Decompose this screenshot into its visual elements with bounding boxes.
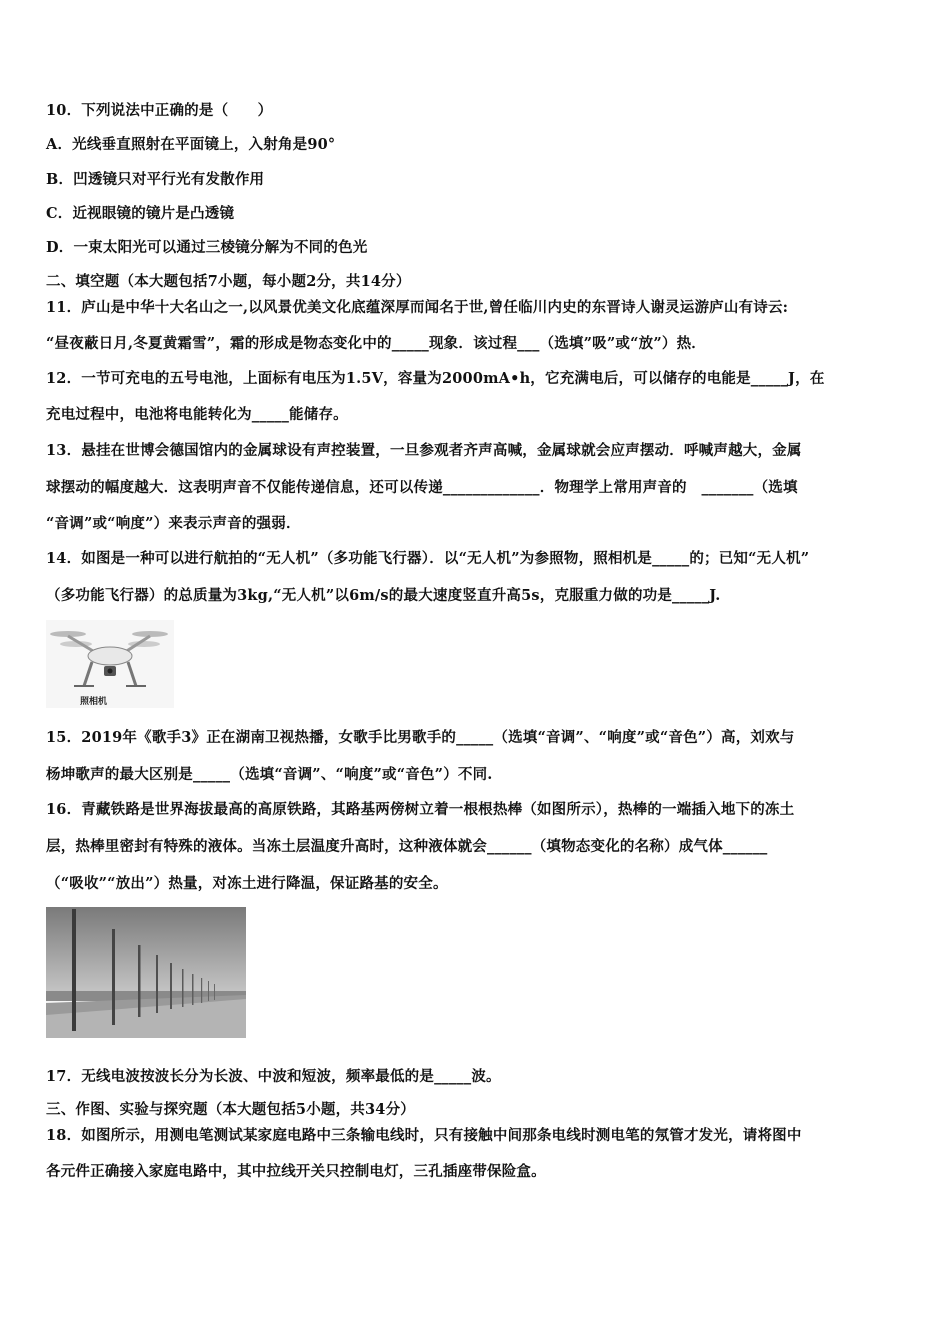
question-10-option-a: A．光线垂直照射在平面镜上，入射角是90°: [46, 136, 336, 153]
question-10-stem: 10．下列说法中正确的是（ ）: [46, 102, 273, 119]
question-16-line-1: 16．青藏铁路是世界海拔最高的高原铁路，其路基两傍树立着一根根热棒（如图所示），热棒的一端插入地下的冻土: [46, 801, 795, 818]
drone-image: [46, 620, 174, 708]
question-13-line-3: “音调”或“响度”）来表示声音的强弱．: [46, 515, 301, 532]
question-16-line-2: 层，热棒里密封有特殊的液体。当冻土层温度升高时，这种液体就会______（填物态变化的名称）成气体______: [46, 838, 768, 855]
question-16-line-3: （“吸收”“放出”）热量，对冻土进行降温，保证路基的安全。: [46, 875, 448, 892]
question-10-option-d: D．一束太阳光可以通过三棱镜分解为不同的色光: [46, 239, 368, 256]
question-18-line-2: 各元件正确接入家庭电路中，其中拉线开关只控制电灯，三孔插座带保险盒。: [46, 1163, 546, 1180]
drone-image-caption: 照相机: [80, 697, 108, 707]
question-13-line-1: 13．悬挂在世博会德国馆内的金属球设有声控装置，一旦参观者齐声高喊，金属球就会应声摆动．呼喊声越大，金属: [46, 442, 802, 459]
drone-illustration: [46, 620, 174, 708]
question-14-line-2: （多功能飞行器）的总质量为3kg,“无人机”以6m/s的最大速度竖直升高5s，克服重力做的功是_____J.: [46, 587, 721, 604]
railway-heat-pipe-image: [46, 907, 246, 1038]
question-11-line-2: “昼夜蔽日月,冬夏黄霜雪”，霜的形成是物态变化中的_____现象．该过程___（选填”吸”或“放”）热．: [46, 335, 706, 352]
question-11-line-1: 11．庐山是中华十大名山之一,以风景优美文化底蕴深厚而闻名于世,曾任临川内史的东晋诗人谢灵运游庐山有诗云:: [46, 299, 789, 316]
section-2-heading: 二、填空题（本大题包括7小题，每小题2分，共14分）: [46, 273, 411, 290]
question-17: 17．无线电波按波长分为长波、中波和短波，频率最低的是_____波。: [46, 1068, 501, 1085]
question-14-line-1: 14．如图是一种可以进行航拍的“无人机”（多功能飞行器）．以“无人机”为参照物，照相机是_____的；已知“无人机”: [46, 550, 810, 567]
question-15-line-2: 杨坤歌声的最大区别是_____（选填“音调”、“响度”或“音色”）不同.: [46, 766, 493, 783]
section-3-heading: 三、作图、实验与探究题（本大题包括5小题，共34分）: [46, 1101, 415, 1118]
question-13-line-2: 球摆动的幅度越大．这表明声音不仅能传递信息，还可以传递_____________．物理学上常用声音的 _______（选填: [46, 479, 798, 496]
question-12-line-2: 充电过程中，电池将电能转化为_____能储存。: [46, 406, 348, 423]
question-10-option-b: B．凹透镜只对平行光有发散作用: [46, 171, 265, 188]
question-10-option-c: C．近视眼镜的镜片是凸透镜: [46, 205, 235, 222]
railway-photo-illustration: [46, 907, 246, 1038]
question-15-line-1: 15．2019年《歌手3》正在湖南卫视热播，女歌手比男歌手的_____（选填“音调”、“响度”或“音色”）高，刘欢与: [46, 729, 795, 746]
question-18-line-1: 18．如图所示，用测电笔测试某家庭电路中三条输电线时，只有接触中间那条电线时测电笔的氖管才发光，请将图中: [46, 1127, 802, 1144]
question-12-line-1: 12．一节可充电的五号电池，上面标有电压为1.5V，容量为2000mA•h，它充满电后，可以储存的电能是_____J，在: [46, 370, 825, 387]
